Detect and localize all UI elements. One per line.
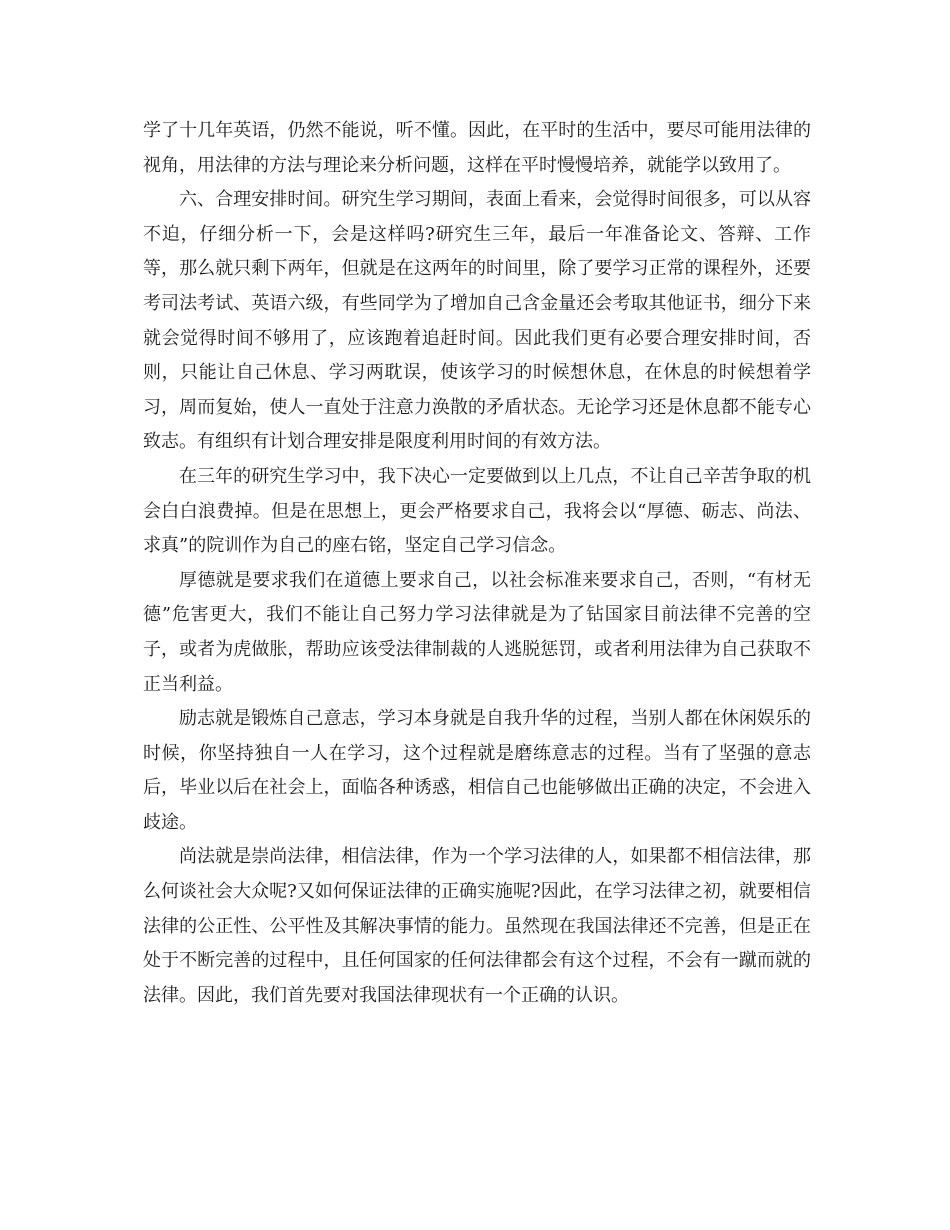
paragraph-resolution-motto: 在三年的研究生学习中，我下决心一定要做到以上几点，不让自己辛苦争取的机会白白浪费掉。但是在思想上，更会严格要求自己，我将会以“厚德、砺志、尚法、求真”的院训作为自己的座右铭，坚定自己学习信念。 xyxy=(143,465,811,557)
paragraph-time-management: 六、合理安排时间。研究生学习期间，表面上看来，会觉得时间很多，可以从容不迫，仔细分析一下，会是这样吗?研究生三年，最后一年准备论文、答辩、工作等，那么就只剩下两年，但就是在这两年的时间里，除了要学习正常的课程外，还要考司法考试、英语六级，有些同学为了增加自己含金量还会考取其他证书，细分下来就会觉得时间不够用了，应该跑着追赶时间。因此我们更有必要合理安排时间，否则，只能让自己休息、学习两耽误，使该学习的时候想休息，在休息的时候想着学习，周而复始，使人一直处于注意力涣散的矛盾状态。无论学习还是休息都不能专心致志。有组织有计划合理安排是限度利用时间的有效方法。 xyxy=(143,189,811,453)
paragraph-continued-english: 学了十几年英语，仍然不能说，听不懂。因此，在平时的生活中，要尽可能用法律的视角，用法律的方法与理论来分析问题，这样在平时慢慢培养，就能学以致用了。 xyxy=(143,120,811,176)
paragraph-shangfa: 尚法就是崇尚法律，相信法律，作为一个学习法律的人，如果都不相信法律，那么何谈社会大众呢?又如何保证法律的正确实施呢?因此，在学习法律之初，就要相信法律的公正性、公平性及其解决事情的能力。虽然现在我国法律还不完善，但是正在处于不断完善的过程中，且任何国家的任何法律都会有这个过程，不会有一蹴而就的法律。因此，我们首先要对我国法律现状有一个正确的认识。 xyxy=(143,846,811,1006)
paragraph-houde: 厚德就是要求我们在道德上要求自己，以社会标准来要求自己，否则，“有材无德”危害更大，我们不能让自己努力学习法律就是为了钻国家目前法律不完善的空子，或者为虎做胀，帮助应该受法律制裁的人逃脱惩罚，或者利用法律为自己获取不正当利益。 xyxy=(143,569,811,695)
paragraph-lizhi: 励志就是锻炼自己意志，学习本身就是自我升华的过程，当别人都在休闲娱乐的时候，你坚持独自一人在学习，这个过程就是磨练意志的过程。当有了坚强的意志后，毕业以后在社会上，面临各种诱惑，相信自己也能够做出正确的决定，不会进入歧途。 xyxy=(143,708,811,833)
document-body xyxy=(143,114,811,1013)
